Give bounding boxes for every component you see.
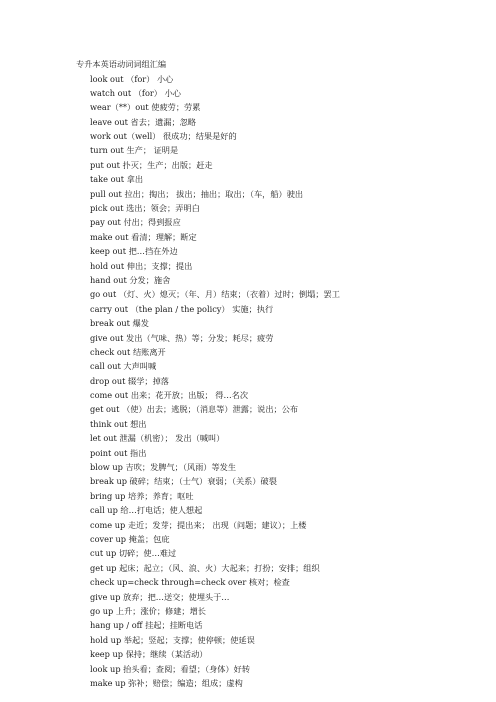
phrase-entry: check up=check through=check over 核对；检查	[90, 577, 290, 588]
phrase-entry: take out 拿出	[90, 174, 144, 185]
phrase-entry: go out （灯、火）熄灭；（年、月）结束；（衣着）过时；倒塌；罢工	[90, 289, 340, 300]
phrase-entry: leave out 省去；遗漏；忽略	[90, 116, 197, 127]
phrase-entry: bring up 培养；养育；呕吐	[90, 490, 194, 501]
phrase-entry: look out （for） 小心	[90, 73, 174, 84]
phrase-entry: get out （使）出去；逃脱；（消息等）泄露；说出；公布	[90, 404, 299, 415]
phrase-entry: work out（well） 很成功；结果是好的	[90, 131, 237, 142]
phrase-entry: put out 扑灭；生产；出版；赶走	[90, 159, 213, 170]
phrase-entry: keep out 把…挡在外边	[90, 246, 178, 257]
phrase-entry: check out 结账离开	[90, 346, 166, 357]
phrase-entry: give up 放弃；把…送交；使埋头于…	[90, 591, 230, 602]
phrase-entry: call up 给…打电话；使人想起	[90, 505, 203, 516]
phrase-entry: wear（**）out 使疲劳；劳累	[90, 102, 201, 113]
phrase-entry: come up 走近；发芽；提出来； 出现（问题；建议）；上楼	[90, 519, 307, 530]
phrase-entry: let out 泄漏（机密）； 发出（喊叫）	[90, 433, 225, 444]
phrase-entry: come out 出来；花开放；出版； 得…名次	[90, 390, 249, 401]
phrase-entry: give out 发出（气味、热）等；分发；耗尽；疲劳	[90, 332, 274, 343]
phrase-entry: drop out 辍学；掉落	[90, 375, 169, 386]
phrase-list	[90, 72, 490, 691]
phrase-entry: make up 弥补；赔偿；编造；组成；虚构	[90, 677, 243, 688]
phrase-entry: point out 指出	[90, 447, 147, 458]
phrase-entry: hold up 举起；竖起；支撑；使停顿；使延误	[90, 634, 255, 645]
phrase-entry: cover up 掩盖；包庇	[90, 534, 170, 544]
phrase-entry: watch out （for） 小心	[90, 87, 181, 98]
phrase-entry: cut up 切碎；使…难过	[90, 548, 177, 559]
phrase-entry: think out 想出	[90, 418, 147, 429]
phrase-entry: make out 看清；理解；断定	[90, 231, 197, 242]
phrase-entry: pay out 付出；得到报应	[90, 217, 181, 228]
phrase-entry: blow up 吉吹；发脾气；（风雨）等发生	[90, 462, 237, 473]
phrase-entry: hold out 伸出；支撑；提出	[90, 260, 193, 271]
phrase-entry: hand out 分发；施舍	[90, 274, 171, 285]
phrase-entry: pull out 拉出；掏出； 拔出；抽出；取出；（车，船）驶出	[90, 188, 304, 199]
phrase-entry: break out 爆发	[90, 318, 149, 329]
document-title: 专升本英语动词词组汇编	[76, 59, 167, 69]
phrase-entry: break up 破碎；结束；（士气）衰弱；（关系）破裂	[90, 476, 277, 487]
phrase-entry: carry out （the plan / the policy） 实施；执行	[90, 303, 274, 314]
phrase-entry: get up 起床；起立；（风、浪、火）大起来；打扮；安排；组织	[90, 562, 320, 573]
phrase-entry: pick out 选出；领会；弄明白	[90, 203, 200, 214]
phrase-entry: look up 抬头看；查阅；看望；（身体）好转	[90, 663, 251, 674]
phrase-entry: call out 大声叫喊	[90, 361, 157, 372]
phrase-entry: hang up / off 挂起；挂断电话	[90, 620, 203, 631]
phrase-entry: turn out 生产； 证明是	[90, 145, 179, 156]
phrase-entry: keep up 保持；继续（某活动）	[90, 649, 208, 660]
phrase-entry: go up 上升；涨价；修建；增长	[90, 605, 206, 616]
